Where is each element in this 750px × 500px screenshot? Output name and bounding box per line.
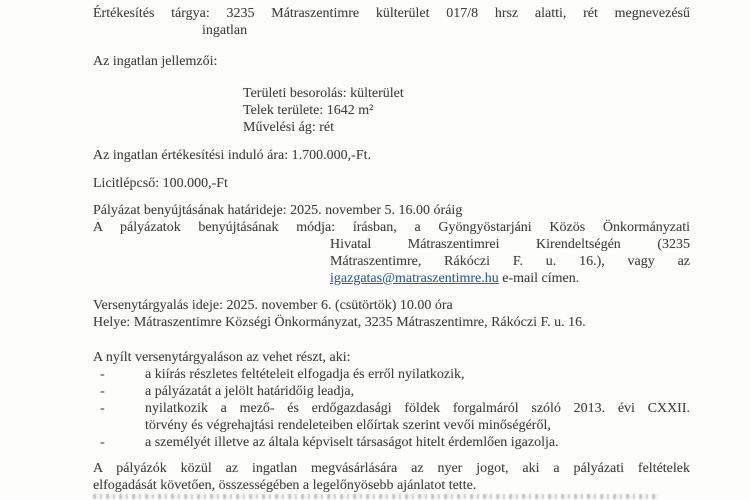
- list-item-text-line-1: nyilatkozik a mező- és erdőgazdasági földek forgalmáról szóló 2013. évi CXXII.: [145, 401, 690, 416]
- subject-paragraph: [93, 5, 690, 39]
- feature-item-cultivation: Művelési ág: rét: [243, 120, 334, 135]
- subject-value: 3235 Mátraszentimre külterület 017/8 hrsz alatti, rét megnevezésű: [226, 6, 691, 21]
- features-heading: Az ingatlan jellemzői:: [93, 54, 218, 69]
- email-suffix: e-mail címen.: [498, 271, 580, 286]
- submission-method-line-1: [93, 219, 690, 236]
- features-list: [243, 85, 690, 136]
- auction-paragraph: [93, 297, 690, 331]
- subject-line-1: [93, 5, 690, 22]
- dash-bullet-marker: -: [100, 367, 105, 382]
- bid-increment: Licitlépcső: 100.000,-Ft: [93, 176, 228, 191]
- closing-line-1: A pályázók közül az ingatlan megvásárlására az nyer jogot, aki a pályázati feltételek: [93, 461, 690, 476]
- feature-item-zoning: Területi besorolás: külterület: [243, 86, 404, 101]
- list-item-text: a kiírás részletes feltételeit elfogadja és erről nyilatkozik,: [145, 367, 465, 382]
- dash-bullet-marker: -: [100, 401, 105, 416]
- submission-paragraph: [93, 202, 690, 287]
- list-item-text: a pályázatát a jelölt határidőig leadja,: [145, 384, 355, 399]
- cutoff-line-fragment: [93, 494, 658, 499]
- list-item-text-line-2: törvény és végrehajtási rendeleteiben előírtak szerint vevői minőségéről,: [145, 418, 551, 433]
- list-item: [93, 434, 690, 451]
- list-item: [93, 366, 690, 383]
- submission-method-value: írásban, a Gyöngyöstarjáni Közös Önkormányzati: [352, 220, 690, 235]
- feature-item-area: Telek területe: 1642 m²: [243, 103, 374, 118]
- submission-method-label: A pályázatok benyújtásának módja:: [93, 220, 336, 235]
- submission-method-line-3: Mátraszentimre, Rákóczi F. u. 16.), vagy az: [330, 254, 690, 269]
- list-item-text: a személyét illetve az általa képviselt társaságot hitelt érdemlően igazolja.: [145, 435, 559, 450]
- subject-line-2: ingatlan: [202, 23, 248, 38]
- auction-time: Versenytárgyalás ideje: 2025. november 6. (csütörtök) 10.00 óra: [93, 298, 453, 313]
- list-item: [93, 383, 690, 400]
- submission-deadline: Pályázat benyújtásának határideje: 2025. november 5. 16.00 óráig: [93, 203, 463, 218]
- submission-method-line-2: Hivatal Mátraszentimrei Kirendeltségén (3235: [330, 237, 690, 252]
- dash-bullet-marker: -: [100, 435, 105, 450]
- submission-method-line-4: [330, 270, 690, 287]
- list-item: [93, 400, 690, 434]
- participation-heading: A nyílt versenytárgyaláson az vehet részt, aki:: [93, 350, 351, 365]
- closing-paragraph: [93, 460, 690, 494]
- dash-bullet-marker: -: [100, 384, 105, 399]
- auction-place: Helye: Mátraszentimre Községi Önkormányzat, 3235 Mátraszentimre, Rákóczi F. u. 16.: [93, 315, 586, 330]
- closing-line-2: elfogadását követően, összességében a legelőnyösebb ajánlatot tette.: [93, 478, 477, 493]
- email-link[interactable]: igazgatas@matraszentimre.hu: [330, 271, 499, 286]
- participation-list: [93, 366, 690, 451]
- starting-price: Az ingatlan értékesítési induló ára: 1.700.000,-Ft.: [93, 148, 371, 163]
- subject-label: Értékesítés tárgya:: [93, 6, 210, 21]
